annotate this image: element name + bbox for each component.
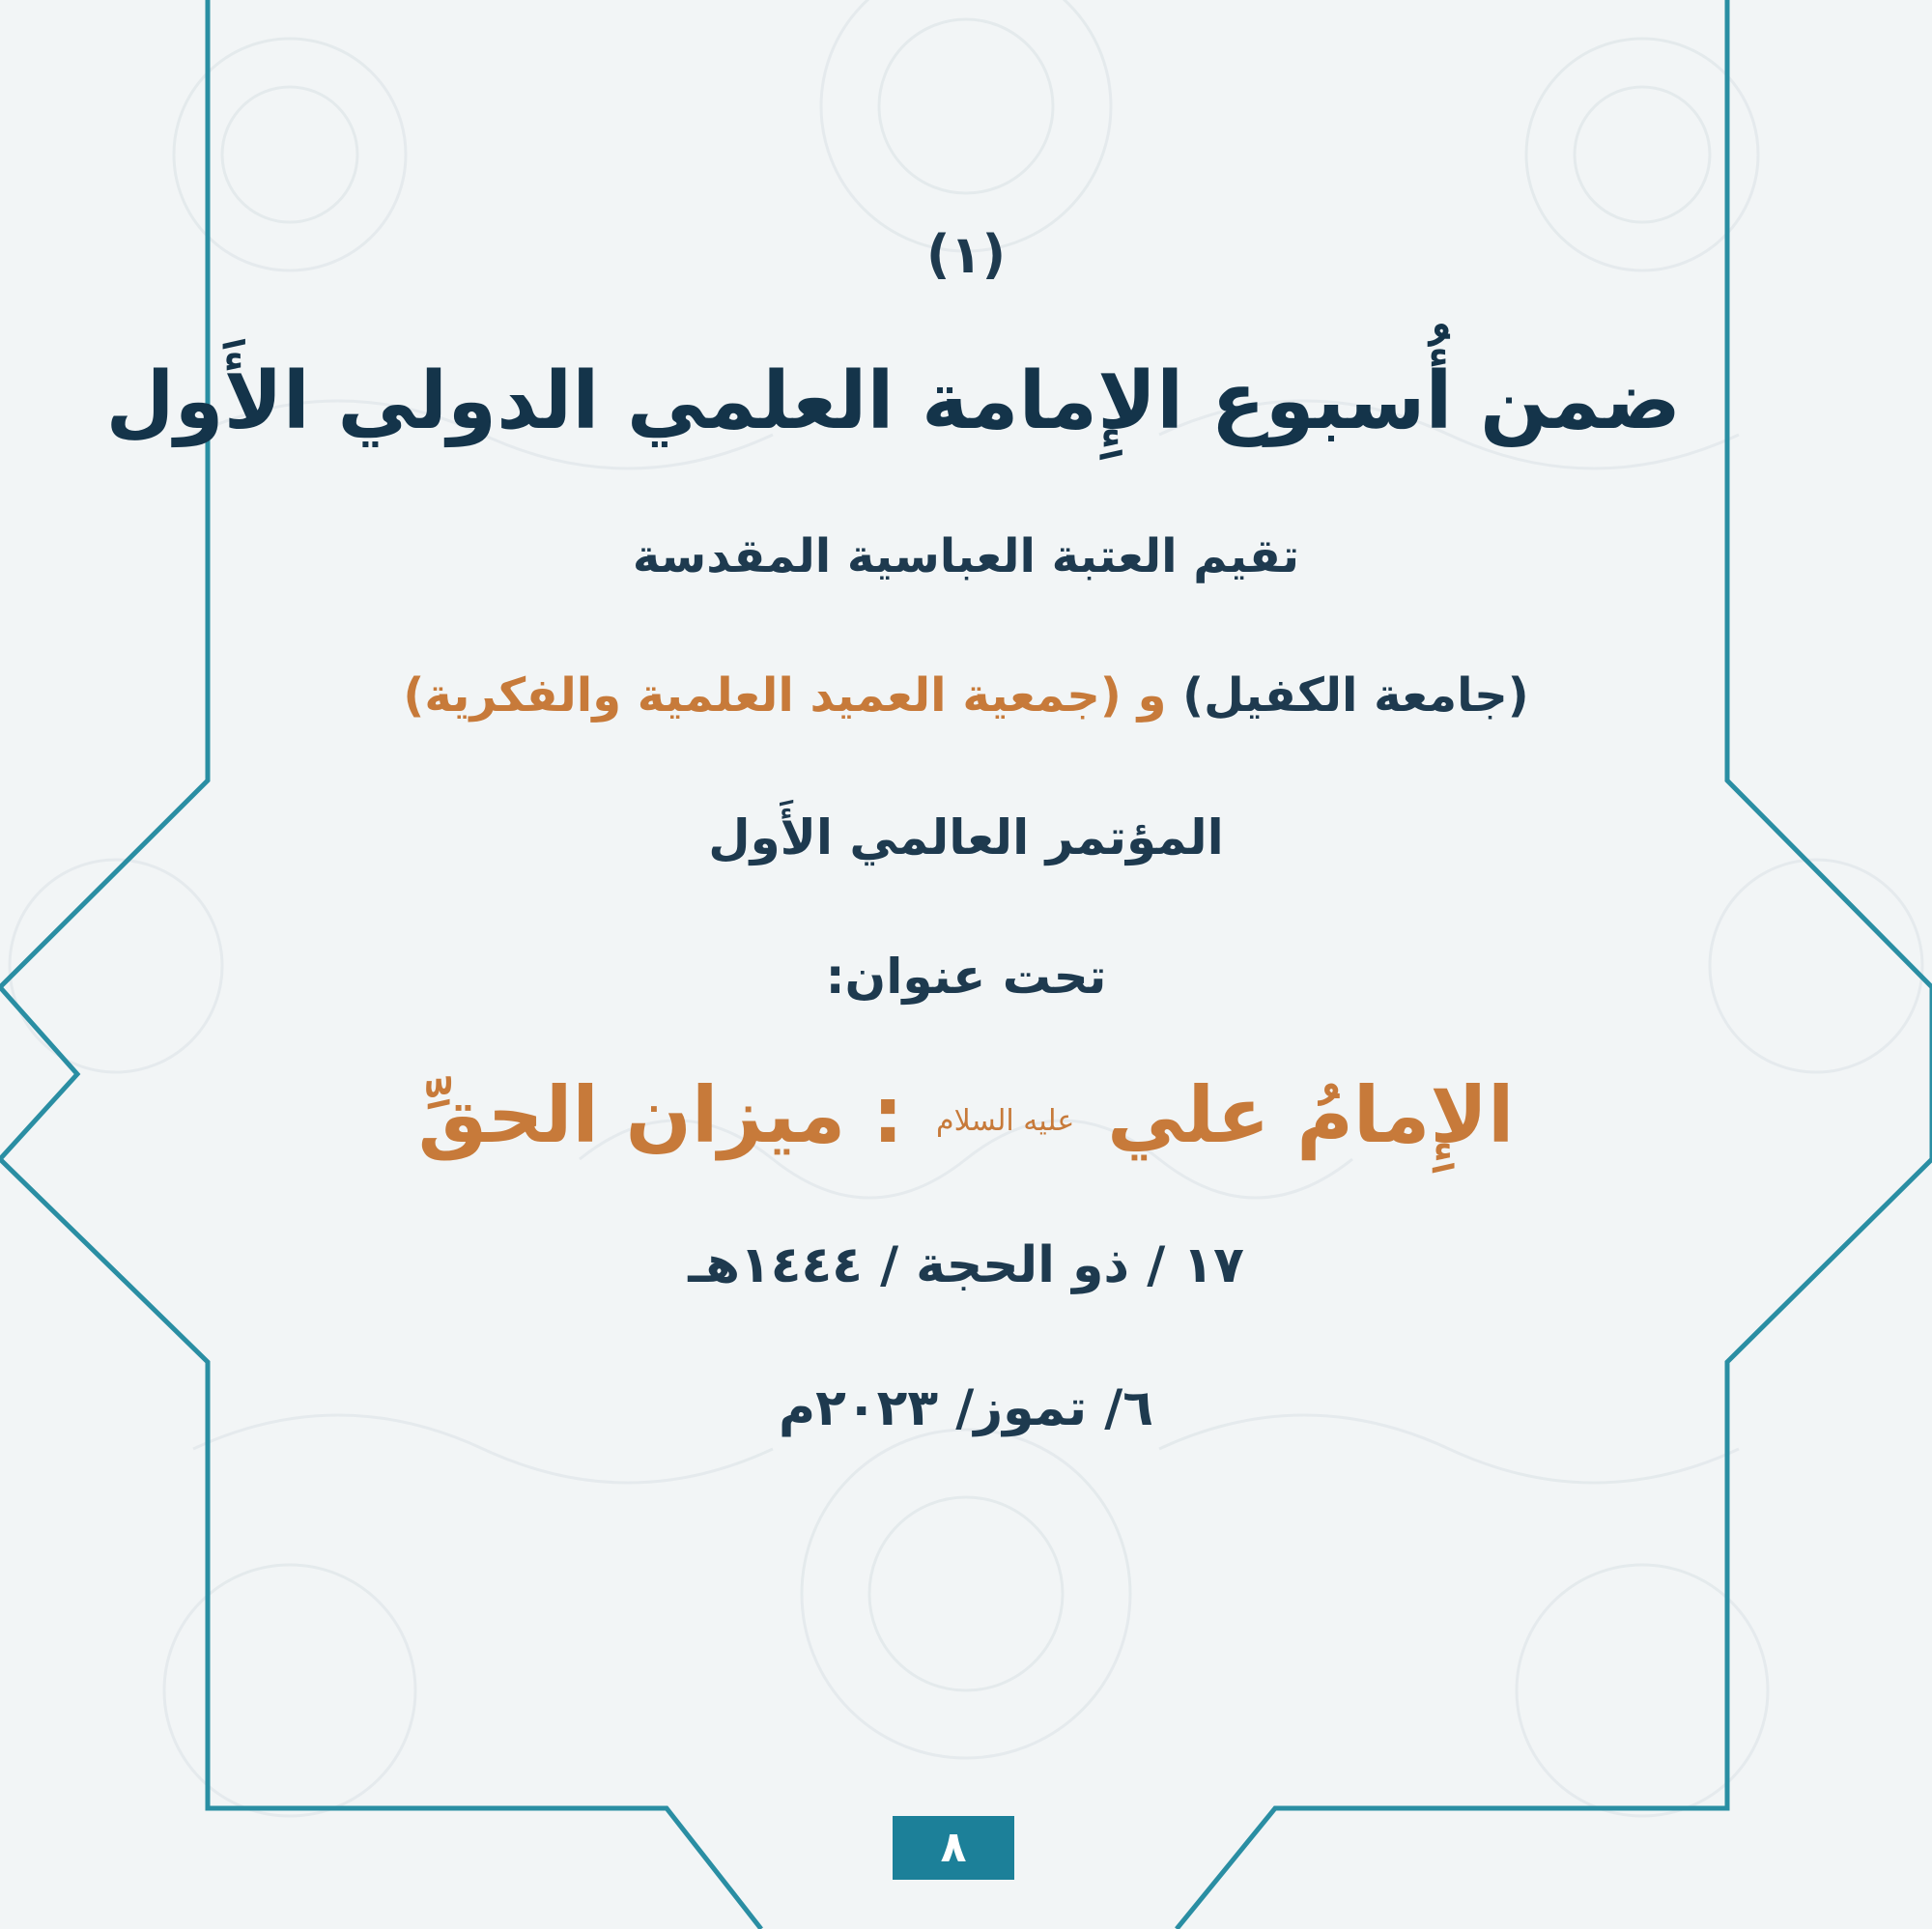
theme-part-one: الإِمامُ علي: [1107, 1070, 1515, 1160]
university-name: (جامعة الكفيل): [1182, 668, 1529, 723]
conference-theme: [251, 1070, 1681, 1160]
organizer-line: تقيم العتبة العباسية المقدسة: [632, 529, 1300, 583]
item-number: (١): [925, 224, 1007, 285]
main-title: ضمن أُسبوع الإِمامة العلمي الدولي الأَول: [105, 355, 1681, 447]
association-name: (جمعية العميد العلمية والفكرية): [403, 668, 1122, 723]
page-number-badge: ٨: [893, 1816, 1014, 1880]
gregorian-date: ٦/ تموز/ ٢٠٢٣م: [779, 1379, 1153, 1437]
theme-part-two: : ميزان الحقِّ: [417, 1070, 904, 1160]
partner-organizations: [251, 668, 1681, 723]
page-content: [105, 0, 1681, 1929]
honorific-glyph: عليه السلام: [936, 1103, 1075, 1138]
hijri-date: ١٧ / ذو الحجة / ١٤٤٤هـ: [688, 1236, 1244, 1294]
conjunction: و: [1137, 668, 1167, 723]
conference-name: المؤتمر العالمي الأَول: [708, 809, 1224, 865]
under-title-label: تحت عنوان:: [825, 949, 1107, 1005]
